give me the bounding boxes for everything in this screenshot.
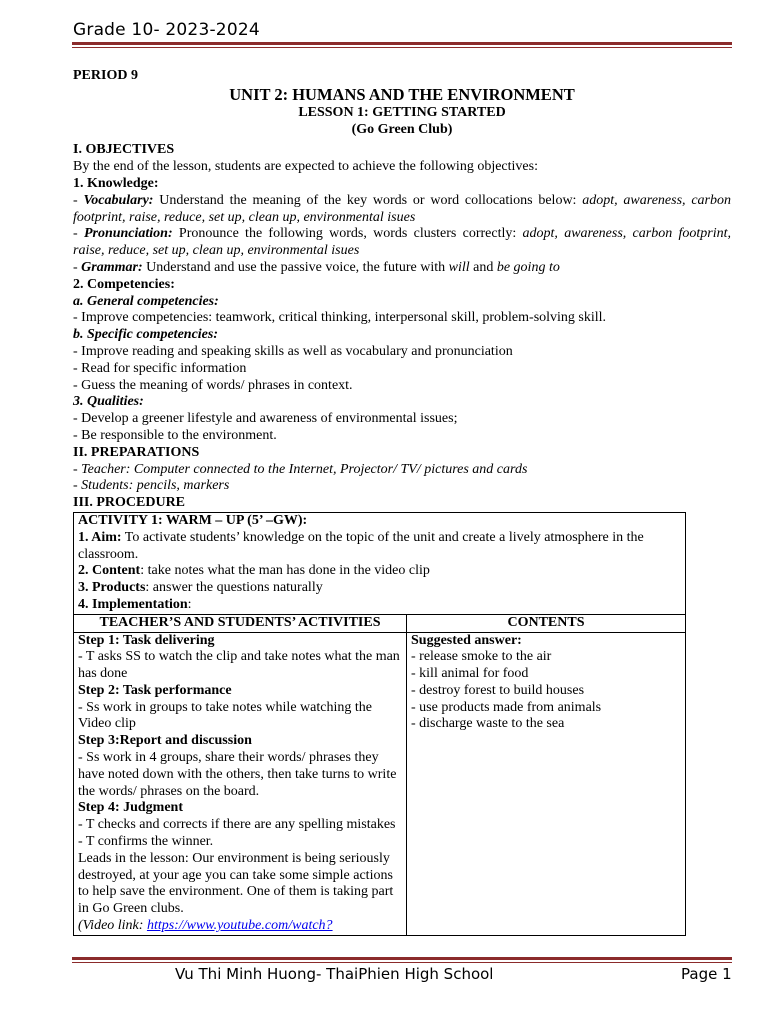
activity-table bbox=[73, 512, 686, 936]
activity-products bbox=[78, 580, 681, 597]
procedure-heading: III. PROCEDURE bbox=[73, 495, 186, 511]
suggested-answer-heading: Suggested answer: bbox=[411, 632, 522, 648]
pronunciation-item bbox=[73, 226, 731, 260]
pronunciation-words: adopt, awareness, carbon footprint, raise, reduce, set up, clean up, environmental isues bbox=[73, 226, 731, 259]
footer-author: Vu Thi Minh Huong- ThaiPhien High School bbox=[175, 965, 494, 983]
vocabulary-item bbox=[73, 193, 731, 227]
grammar-label: Grammar: bbox=[81, 259, 143, 275]
preparations-heading: II. PREPARATIONS bbox=[73, 444, 200, 460]
contents-cell bbox=[407, 632, 686, 935]
activity-info-cell bbox=[74, 512, 686, 614]
grammar-item bbox=[73, 260, 731, 277]
preparations-item: - Students: pencils, markers bbox=[73, 478, 230, 494]
activity-body-row bbox=[74, 632, 686, 935]
grammar-will: will bbox=[448, 259, 470, 275]
specific-competencies-heading: b. Specific competencies: bbox=[73, 327, 219, 343]
video-link[interactable]: https://www.youtube.com/watch? bbox=[146, 918, 333, 934]
products-label: 3. Products bbox=[78, 580, 146, 596]
lesson-subtitle: (Go Green Club) bbox=[351, 121, 453, 137]
grammar-text: Understand and use the passive voice, the future with bbox=[142, 259, 449, 275]
grammar-going-to: be going to bbox=[496, 259, 560, 275]
step-4-text: - T checks and corrects if there are any spelling mistakes bbox=[78, 817, 396, 833]
vocabulary-text: Understand the meaning of the key words or word collocations below: bbox=[153, 192, 583, 208]
video-link-label: (Video link: bbox=[78, 918, 147, 934]
dash: - bbox=[73, 192, 84, 208]
aim-text: To activate students’ knowledge on the topic of the unit and create a lively atmosphere in the classroom. bbox=[78, 529, 644, 562]
grammar-and: and bbox=[469, 259, 497, 275]
header-rule-thin bbox=[72, 47, 732, 48]
objectives-intro: By the end of the lesson, students are expected to achieve the following objectives: bbox=[73, 159, 538, 175]
pronunciation-label: Pronunciation: bbox=[83, 226, 173, 242]
implementation-colon: : bbox=[187, 596, 192, 612]
competencies-heading: 2. Competencies: bbox=[73, 276, 175, 292]
lead-in-text: Leads in the lesson: Our environment is being seriously destroyed, at your age you can take some simple actions to help save the environment. One of them is taking part in Go Green clubs. bbox=[78, 850, 394, 917]
page-number: Page 1 bbox=[681, 965, 732, 983]
activity-aim bbox=[78, 530, 681, 564]
answer-item: - discharge waste to the sea bbox=[411, 716, 565, 732]
general-competencies-item: - Improve competencies: teamwork, critical thinking, interpersonal skill, problem-solving skill. bbox=[73, 310, 607, 326]
step-2-title: Step 2: Task performance bbox=[78, 682, 232, 698]
activity-info-row bbox=[74, 512, 686, 614]
video-link-line bbox=[78, 918, 402, 935]
column-header-activities: TEACHER’S AND STUDENTS’ ACTIVITIES bbox=[74, 614, 407, 632]
activities-cell bbox=[74, 632, 407, 935]
answer-item: - use products made from animals bbox=[411, 699, 602, 715]
qualities-heading: 3. Qualities: bbox=[73, 394, 144, 410]
step-3-title: Step 3:Report and discussion bbox=[78, 733, 252, 749]
step-4-title: Step 4: Judgment bbox=[78, 800, 184, 816]
activity-column-header-row bbox=[74, 614, 686, 632]
preparations-item: - Teacher: Computer connected to the Internet, Projector/ TV/ pictures and cards bbox=[73, 461, 528, 477]
header-rule-thick bbox=[72, 42, 732, 45]
pronunciation-text: Pronounce the following words, words clusters correctly: bbox=[172, 226, 523, 242]
period-label: PERIOD 9 bbox=[73, 68, 138, 83]
specific-item: - Improve reading and speaking skills as well as vocabulary and pronunciation bbox=[73, 343, 513, 359]
column-header-contents: CONTENTS bbox=[407, 614, 686, 632]
specific-item: - Read for specific information bbox=[73, 360, 247, 376]
vocabulary-words: adopt, awareness, carbon footprint, raise, reduce, set up, clean up, environmental isues bbox=[73, 192, 731, 225]
aim-label: 1. Aim: bbox=[78, 529, 122, 545]
implementation-label: 4. Implementation bbox=[78, 596, 188, 612]
activity-implementation bbox=[78, 597, 681, 614]
unit-title: UNIT 2: HUMANS AND THE ENVIRONMENT bbox=[229, 84, 575, 104]
qualities-item: - Be responsible to the environment. bbox=[73, 427, 277, 443]
dash: - bbox=[73, 226, 84, 242]
lesson-plan-body bbox=[73, 68, 731, 936]
vocabulary-label: Vocabulary: bbox=[83, 192, 154, 208]
step-3-text: - Ss work in 4 groups, share their words/ phrases they have noted down with the others, then take turns to write the words/ phrases on the board. bbox=[78, 750, 397, 799]
answer-item: - destroy forest to build houses bbox=[411, 682, 585, 698]
answer-item: - release smoke to the air bbox=[411, 649, 552, 665]
content-text: : take notes what the man has done in the video clip bbox=[140, 563, 430, 579]
activity-title: ACTIVITY 1: WARM – UP (5’ –GW): bbox=[78, 512, 308, 528]
dash: - bbox=[73, 259, 82, 275]
content-label: 2. Content bbox=[78, 563, 141, 579]
activity-content bbox=[78, 563, 681, 580]
lesson-title: LESSON 1: GETTING STARTED bbox=[298, 104, 506, 120]
specific-item: - Guess the meaning of words/ phrases in context. bbox=[73, 377, 353, 393]
answer-item: - kill animal for food bbox=[411, 666, 529, 682]
knowledge-heading: 1. Knowledge: bbox=[73, 175, 159, 191]
document-header: Grade 10- 2023-2024 bbox=[73, 20, 260, 40]
objectives-heading: I. OBJECTIVES bbox=[73, 142, 175, 158]
qualities-item: - Develop a greener lifestyle and awareness of environmental issues; bbox=[73, 411, 458, 427]
step-1-text: - T asks SS to watch the clip and take notes what the man has done bbox=[78, 649, 400, 682]
products-text: : answer the questions naturally bbox=[145, 580, 323, 596]
footer-rule-thick bbox=[72, 957, 732, 960]
step-1-title: Step 1: Task delivering bbox=[78, 632, 215, 648]
step-2-text: - Ss work in groups to take notes while watching the Video clip bbox=[78, 699, 372, 732]
step-4-text: - T confirms the winner. bbox=[78, 834, 214, 850]
general-competencies-heading: a. General competencies: bbox=[73, 293, 219, 309]
footer-rule-thin bbox=[72, 962, 732, 963]
